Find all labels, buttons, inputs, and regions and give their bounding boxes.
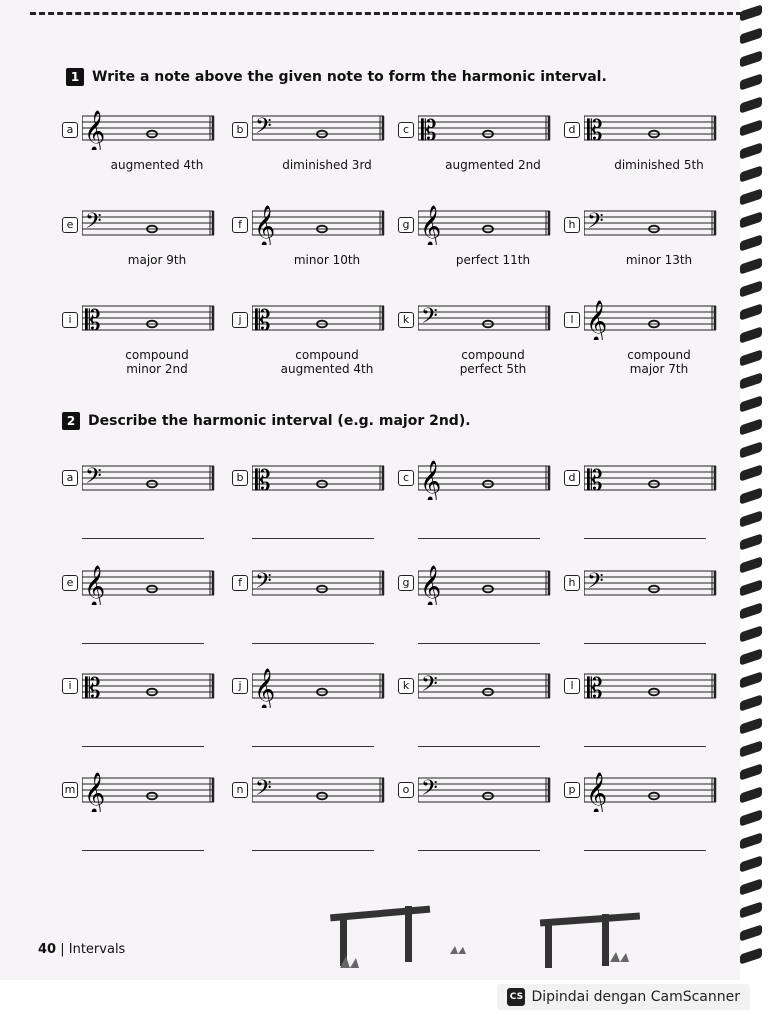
interval-caption: major 9th [127, 253, 187, 267]
exercise-letter: f [232, 217, 248, 233]
spiral-coil [740, 740, 762, 757]
spiral-coil [740, 4, 762, 21]
exercise-letter: c [398, 122, 414, 138]
bass-clef-icon: 𝄢 [85, 464, 102, 494]
music-staff [82, 205, 224, 245]
treble-clef-icon: 𝄞 [84, 773, 106, 812]
interval-caption: minor 10th [293, 253, 361, 267]
music-staff [584, 110, 726, 150]
interval-caption: compound perfect 5th [459, 348, 527, 376]
spiral-coil [740, 602, 762, 619]
spiral-coil [740, 96, 762, 113]
spiral-coil [740, 878, 762, 895]
music-staff [418, 460, 560, 500]
s2-exercise-d [564, 460, 724, 550]
s1-exercise-d [564, 110, 724, 190]
bass-clef-icon: 𝄢 [255, 776, 272, 806]
s1-exercise-k [398, 300, 558, 380]
bass-clef-icon: 𝄢 [587, 569, 604, 599]
exercise-letter: e [62, 575, 78, 591]
s1-exercise-j [232, 300, 392, 380]
spiral-coil [740, 625, 762, 642]
spiral-coil [740, 533, 762, 550]
exercise-letter: d [564, 470, 580, 486]
exercise-letter: g [398, 217, 414, 233]
spiral-coil [740, 671, 762, 688]
music-staff [252, 205, 394, 245]
exercise-letter: p [564, 782, 580, 798]
spiral-coil [740, 556, 762, 573]
spiral-coil [740, 763, 762, 780]
spiral-coil [740, 119, 762, 136]
answer-line[interactable] [82, 850, 204, 851]
treble-clef-icon: 𝄞 [254, 669, 276, 708]
section-2-title [62, 412, 471, 430]
spiral-coil [740, 234, 762, 251]
spiral-coil [740, 303, 762, 320]
alto-clef-icon: 𝄡 [587, 672, 603, 705]
answer-line[interactable] [418, 643, 540, 644]
spiral-binding [734, 0, 768, 980]
answer-line[interactable] [584, 746, 706, 747]
spiral-coil [740, 648, 762, 665]
music-staff [252, 668, 394, 708]
s2-exercise-k [398, 668, 558, 758]
bass-clef-icon: 𝄢 [255, 569, 272, 599]
exercise-letter: k [398, 678, 414, 694]
exercise-letter: j [232, 312, 248, 328]
answer-line[interactable] [252, 643, 374, 644]
spiral-coil [740, 947, 762, 964]
answer-line[interactable] [584, 643, 706, 644]
bass-clef-icon: 𝄢 [587, 209, 604, 239]
exercise-letter: l [564, 312, 580, 328]
alto-clef-icon: 𝄡 [421, 114, 437, 147]
music-staff [584, 565, 726, 605]
s1-exercise-b [232, 110, 392, 190]
spiral-coil [740, 694, 762, 711]
answer-line[interactable] [82, 643, 204, 644]
exercise-letter: e [62, 217, 78, 233]
s1-exercise-f [232, 205, 392, 285]
answer-line[interactable] [252, 538, 374, 539]
exercise-letter: f [232, 575, 248, 591]
footer-separator: | [60, 942, 65, 957]
spiral-coil [740, 349, 762, 366]
spiral-coil [740, 809, 762, 826]
music-staff [418, 772, 560, 812]
spiral-coil [740, 901, 762, 918]
s1-exercise-i [62, 300, 222, 380]
spiral-coil [740, 188, 762, 205]
exercise-letter: k [398, 312, 414, 328]
s2-exercise-g [398, 565, 558, 655]
s2-exercise-h [564, 565, 724, 655]
spiral-coil [740, 73, 762, 90]
music-staff [82, 565, 224, 605]
footer-section: Intervals [68, 942, 126, 957]
spiral-coil [740, 855, 762, 872]
s1-exercise-a [62, 110, 222, 190]
bass-clef-icon: 𝄢 [421, 672, 438, 702]
section-1-instruction: Write a note above the given note to form the harmonic interval. [92, 69, 607, 85]
spiral-coil [740, 832, 762, 849]
answer-line[interactable] [584, 850, 706, 851]
music-staff [418, 668, 560, 708]
music-staff [82, 668, 224, 708]
section-2-number: 2 [62, 412, 80, 430]
treble-clef-icon: 𝄞 [254, 206, 276, 245]
exercise-letter: g [398, 575, 414, 591]
spiral-coil [740, 280, 762, 297]
exercise-letter: d [564, 122, 580, 138]
music-staff [252, 772, 394, 812]
music-staff [418, 565, 560, 605]
s1-exercise-l [564, 300, 724, 380]
music-staff [584, 205, 726, 245]
s1-exercise-e [62, 205, 222, 285]
cut-line [30, 12, 742, 15]
s2-exercise-e [62, 565, 222, 655]
music-staff [252, 300, 394, 340]
section-1-number: 1 [66, 68, 84, 86]
interval-caption: minor 13th [625, 253, 693, 267]
spiral-coil [740, 326, 762, 343]
treble-clef-icon: 𝄞 [420, 461, 442, 500]
alto-clef-icon: 𝄡 [255, 464, 271, 497]
interval-caption: compound major 7th [627, 348, 691, 376]
spiral-coil [740, 464, 762, 481]
s2-exercise-c [398, 460, 558, 550]
music-staff [584, 772, 726, 812]
s2-exercise-f [232, 565, 392, 655]
answer-line[interactable] [584, 538, 706, 539]
interval-caption: compound augmented 4th [280, 348, 374, 376]
music-staff [82, 772, 224, 812]
music-staff [252, 460, 394, 500]
spiral-coil [740, 372, 762, 389]
interval-caption: diminished 5th [614, 158, 704, 172]
answer-line[interactable] [82, 538, 204, 539]
bass-clef-icon: 𝄢 [421, 304, 438, 334]
s2-exercise-l [564, 668, 724, 758]
alto-clef-icon: 𝄡 [85, 672, 101, 705]
exercise-letter: i [62, 678, 78, 694]
exercise-letter: b [232, 470, 248, 486]
music-staff [82, 460, 224, 500]
exercise-letter: i [62, 312, 78, 328]
alto-clef-icon: 𝄡 [85, 304, 101, 337]
exercise-letter: h [564, 217, 580, 233]
camscanner-logo: CS [507, 988, 525, 1006]
exercise-letter: a [62, 470, 78, 486]
section-2-instruction: Describe the harmonic interval (e.g. major 2nd). [88, 413, 471, 429]
spiral-coil [740, 50, 762, 67]
exercise-letter: j [232, 678, 248, 694]
spiral-coil [740, 924, 762, 941]
spiral-coil [740, 165, 762, 182]
treble-clef-icon: 𝄞 [420, 206, 442, 245]
bass-clef-icon: 𝄢 [85, 209, 102, 239]
interval-caption: perfect 11th [455, 253, 531, 267]
fence-illustration [320, 892, 640, 972]
exercise-letter: a [62, 122, 78, 138]
page-footer [38, 942, 125, 957]
spiral-coil [740, 786, 762, 803]
s1-exercise-c [398, 110, 558, 190]
spiral-coil [740, 717, 762, 734]
spiral-coil [740, 395, 762, 412]
spiral-coil [740, 142, 762, 159]
spiral-coil [740, 579, 762, 596]
s2-exercise-i [62, 668, 222, 758]
s2-exercise-m [62, 772, 222, 862]
bass-clef-icon: 𝄢 [421, 776, 438, 806]
music-staff [82, 110, 224, 150]
s2-exercise-o [398, 772, 558, 862]
answer-line[interactable] [252, 850, 374, 851]
watermark-text: Dipindai dengan CamScanner [531, 989, 740, 1005]
music-staff [418, 205, 560, 245]
exercise-letter: c [398, 470, 414, 486]
exercise-letter: m [62, 782, 78, 798]
answer-line[interactable] [418, 746, 540, 747]
spiral-coil [740, 27, 762, 44]
answer-line[interactable] [418, 850, 540, 851]
spiral-coil [740, 257, 762, 274]
spiral-coil [740, 418, 762, 435]
music-staff [418, 110, 560, 150]
answer-line[interactable] [418, 538, 540, 539]
alto-clef-icon: 𝄡 [587, 114, 603, 147]
exercise-letter: n [232, 782, 248, 798]
exercise-letter: l [564, 678, 580, 694]
answer-line[interactable] [252, 746, 374, 747]
exercise-letter: h [564, 575, 580, 591]
s2-exercise-p [564, 772, 724, 862]
s2-exercise-b [232, 460, 392, 550]
bass-clef-icon: 𝄢 [255, 114, 272, 144]
treble-clef-icon: 𝄞 [84, 566, 106, 605]
music-staff [584, 460, 726, 500]
music-staff [418, 300, 560, 340]
interval-caption: compound minor 2nd [125, 348, 189, 376]
treble-clef-icon: 𝄞 [420, 566, 442, 605]
scanner-watermark [497, 984, 750, 1010]
spiral-coil [740, 510, 762, 527]
music-staff [82, 300, 224, 340]
spiral-coil [740, 487, 762, 504]
spiral-coil [740, 211, 762, 228]
s2-exercise-j [232, 668, 392, 758]
alto-clef-icon: 𝄡 [587, 464, 603, 497]
music-staff [252, 565, 394, 605]
answer-line[interactable] [82, 746, 204, 747]
treble-clef-icon: 𝄞 [586, 773, 608, 812]
alto-clef-icon: 𝄡 [255, 304, 271, 337]
spiral-coil [740, 441, 762, 458]
interval-caption: augmented 4th [110, 158, 204, 172]
exercise-letter: o [398, 782, 414, 798]
page-number: 40 [38, 942, 57, 957]
s1-exercise-g [398, 205, 558, 285]
music-staff [584, 668, 726, 708]
treble-clef-icon: 𝄞 [84, 111, 106, 150]
s2-exercise-a [62, 460, 222, 550]
treble-clef-icon: 𝄞 [586, 301, 608, 340]
section-1-title [66, 68, 607, 86]
music-staff [252, 110, 394, 150]
interval-caption: diminished 3rd [282, 158, 372, 172]
interval-caption: augmented 2nd [445, 158, 541, 172]
s1-exercise-h [564, 205, 724, 285]
music-staff [584, 300, 726, 340]
exercise-letter: b [232, 122, 248, 138]
s2-exercise-n [232, 772, 392, 862]
